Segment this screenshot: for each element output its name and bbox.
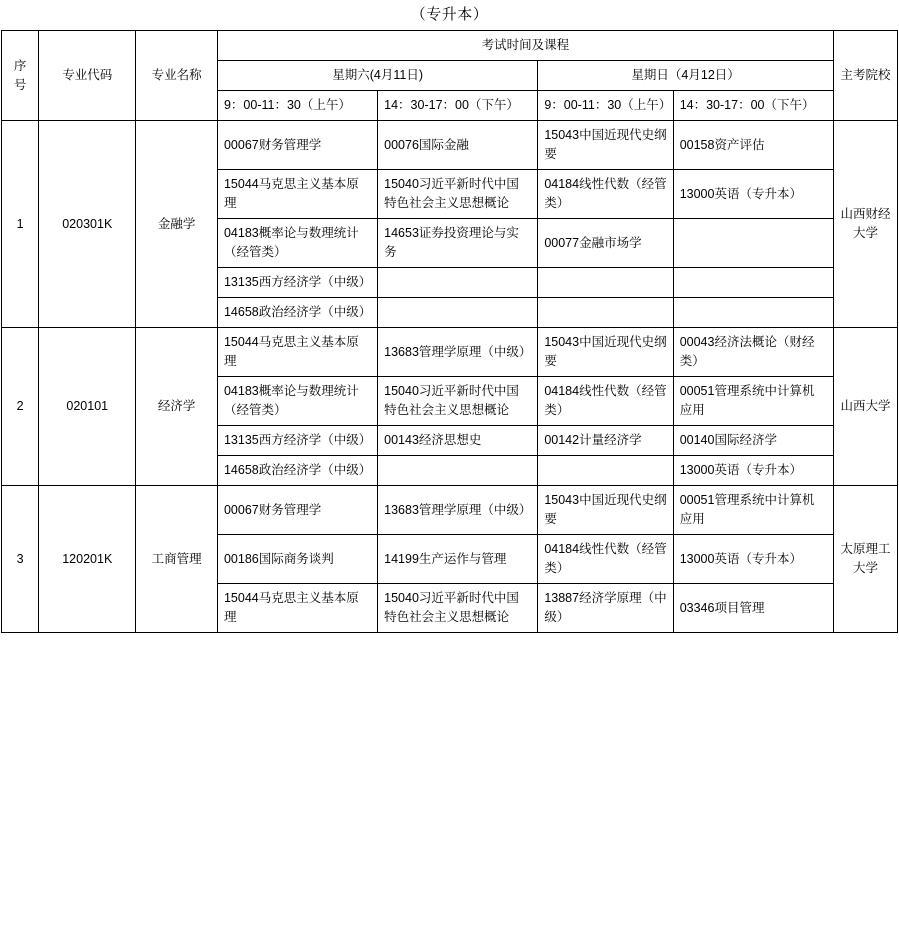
- course-cell-sun-am: 04184线性代数（经管类）: [538, 535, 673, 584]
- course-cell-sat-am: 13135西方经济学（中级）: [217, 268, 377, 298]
- row-exam-school: 太原理工大学: [833, 486, 897, 633]
- table-row: [2, 121, 898, 170]
- course-cell-sat-pm: 00143经济思想史: [378, 426, 538, 456]
- header-slot-sun-am: 9：00-11：30（上午）: [538, 91, 673, 121]
- course-cell-sun-am: 04184线性代数（经管类）: [538, 377, 673, 426]
- course-cell-sun-pm: 00051管理系统中计算机应用: [673, 377, 833, 426]
- course-cell-sun-pm: 03346项目管理: [673, 584, 833, 633]
- header-exam-school: 主考院校: [833, 31, 897, 121]
- course-cell-sun-am: 04184线性代数（经管类）: [538, 170, 673, 219]
- row-exam-school: 山西大学: [833, 328, 897, 486]
- header-seq: 序号: [2, 31, 39, 121]
- course-cell-sun-am: 15043中国近现代史纲要: [538, 121, 673, 170]
- row-major-code: 020101: [39, 328, 136, 486]
- course-cell-sun-am: 00077金融市场学: [538, 219, 673, 268]
- course-cell-sun-pm: 00051管理系统中计算机应用: [673, 486, 833, 535]
- course-cell-sat-pm: 14653证券投资理论与实务: [378, 219, 538, 268]
- course-cell-sat-am: 00186国际商务谈判: [217, 535, 377, 584]
- empty-cell: [538, 268, 673, 298]
- header-row-1: [2, 31, 898, 61]
- empty-cell: [673, 298, 833, 328]
- header-exam-time-courses: 考试时间及课程: [217, 31, 833, 61]
- header-major-name: 专业名称: [136, 31, 218, 121]
- row-seq: 3: [2, 486, 39, 633]
- course-cell-sat-am: 00067财务管理学: [217, 486, 377, 535]
- course-cell-sun-am: 15043中国近现代史纲要: [538, 328, 673, 377]
- exam-schedule-table: [1, 30, 898, 633]
- header-slot-sat-pm: 14：30-17：00（下午）: [378, 91, 538, 121]
- row-major-code: 120201K: [39, 486, 136, 633]
- table-header: [2, 31, 898, 121]
- row-seq: 2: [2, 328, 39, 486]
- row-major-name: 经济学: [136, 328, 218, 486]
- course-cell-sat-am: 15044马克思主义基本原理: [217, 170, 377, 219]
- course-cell-sat-am: 15044马克思主义基本原理: [217, 584, 377, 633]
- course-cell-sun-am: 15043中国近现代史纲要: [538, 486, 673, 535]
- course-cell-sat-am: 00067财务管理学: [217, 121, 377, 170]
- course-cell-sun-am: 13887经济学原理（中级）: [538, 584, 673, 633]
- course-cell-sun-pm: 00158资产评估: [673, 121, 833, 170]
- table-row: [2, 328, 898, 377]
- table-body: [2, 121, 898, 633]
- row-exam-school: 山西财经大学: [833, 121, 897, 328]
- empty-cell: [673, 219, 833, 268]
- row-major-name: 工商管理: [136, 486, 218, 633]
- course-cell-sat-pm: 00076国际金融: [378, 121, 538, 170]
- course-cell-sun-pm: 13000英语（专升本）: [673, 170, 833, 219]
- empty-cell: [378, 456, 538, 486]
- header-sunday: 星期日（4月12日）: [538, 61, 834, 91]
- course-cell-sat-pm: 13683管理学原理（中级）: [378, 328, 538, 377]
- header-saturday: 星期六(4月11日): [217, 61, 537, 91]
- empty-cell: [538, 456, 673, 486]
- row-seq: 1: [2, 121, 39, 328]
- row-major-code: 020301K: [39, 121, 136, 328]
- course-cell-sun-am: 00142计量经济学: [538, 426, 673, 456]
- course-cell-sat-am: 04183概率论与数理统计（经管类）: [217, 377, 377, 426]
- empty-cell: [538, 298, 673, 328]
- course-cell-sun-pm: 13000英语（专升本）: [673, 535, 833, 584]
- empty-cell: [673, 268, 833, 298]
- course-cell-sat-pm: 15040习近平新时代中国特色社会主义思想概论: [378, 170, 538, 219]
- table-row: [2, 486, 898, 535]
- header-slot-sat-am: 9：00-11：30（上午）: [217, 91, 377, 121]
- course-cell-sat-pm: 15040习近平新时代中国特色社会主义思想概论: [378, 377, 538, 426]
- course-cell-sat-am: 14658政治经济学（中级）: [217, 456, 377, 486]
- course-cell-sat-am: 04183概率论与数理统计（经管类）: [217, 219, 377, 268]
- course-cell-sat-am: 13135西方经济学（中级）: [217, 426, 377, 456]
- row-major-name: 金融学: [136, 121, 218, 328]
- course-cell-sat-pm: 13683管理学原理（中级）: [378, 486, 538, 535]
- header-major-code: 专业代码: [39, 31, 136, 121]
- course-cell-sat-am: 14658政治经济学（中级）: [217, 298, 377, 328]
- course-cell-sun-pm: 00140国际经济学: [673, 426, 833, 456]
- course-cell-sat-pm: 14199生产运作与管理: [378, 535, 538, 584]
- empty-cell: [378, 268, 538, 298]
- course-cell-sat-pm: 15040习近平新时代中国特色社会主义思想概论: [378, 584, 538, 633]
- header-slot-sun-pm: 14：30-17：00（下午）: [673, 91, 833, 121]
- course-cell-sun-pm: 13000英语（专升本）: [673, 456, 833, 486]
- empty-cell: [378, 298, 538, 328]
- page-title: （专升本）: [410, 6, 489, 23]
- course-cell-sat-am: 15044马克思主义基本原理: [217, 328, 377, 377]
- course-cell-sun-pm: 00043经济法概论（财经类）: [673, 328, 833, 377]
